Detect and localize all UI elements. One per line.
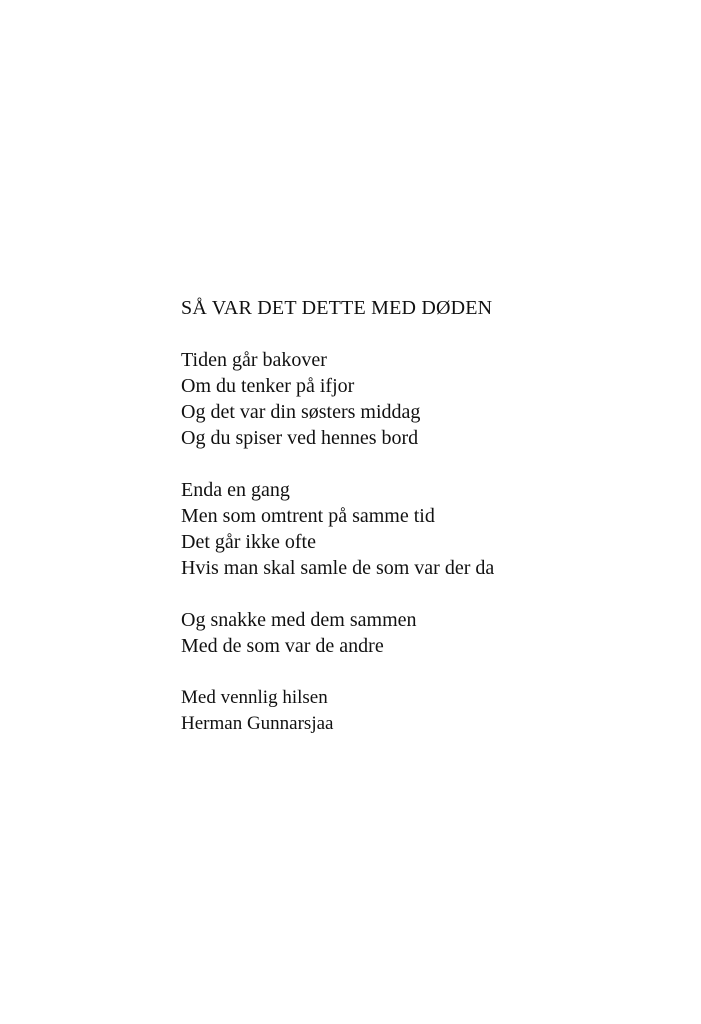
poem [181,295,661,763]
poem-line: Hvis man skal samle de som var der da [181,557,495,579]
poem-line: Og det var din søsters middag [181,401,421,423]
signature-name: Herman Gunnarsjaa [181,713,334,734]
poem-line: Det går ikke ofte [181,531,316,553]
poem-line: Tiden går bakover [181,349,327,371]
poem-title: SÅ VAR DET DETTE MED DØDEN [181,297,493,319]
stanza-2 [181,477,661,581]
poem-line: Og du spiser ved hennes bord [181,427,419,449]
stanza-1 [181,347,661,451]
poem-line: Og snakke med dem sammen [181,609,417,631]
poem-line: Men som omtrent på samme tid [181,505,435,527]
poem-line: Om du tenker på ifjor [181,375,355,397]
signature-closing: Med vennlig hilsen [181,687,328,708]
poem-line: Enda en gang [181,479,290,501]
signature-block [181,685,661,737]
stanza-3 [181,607,661,659]
poem-line: Med de som var de andre [181,635,384,657]
